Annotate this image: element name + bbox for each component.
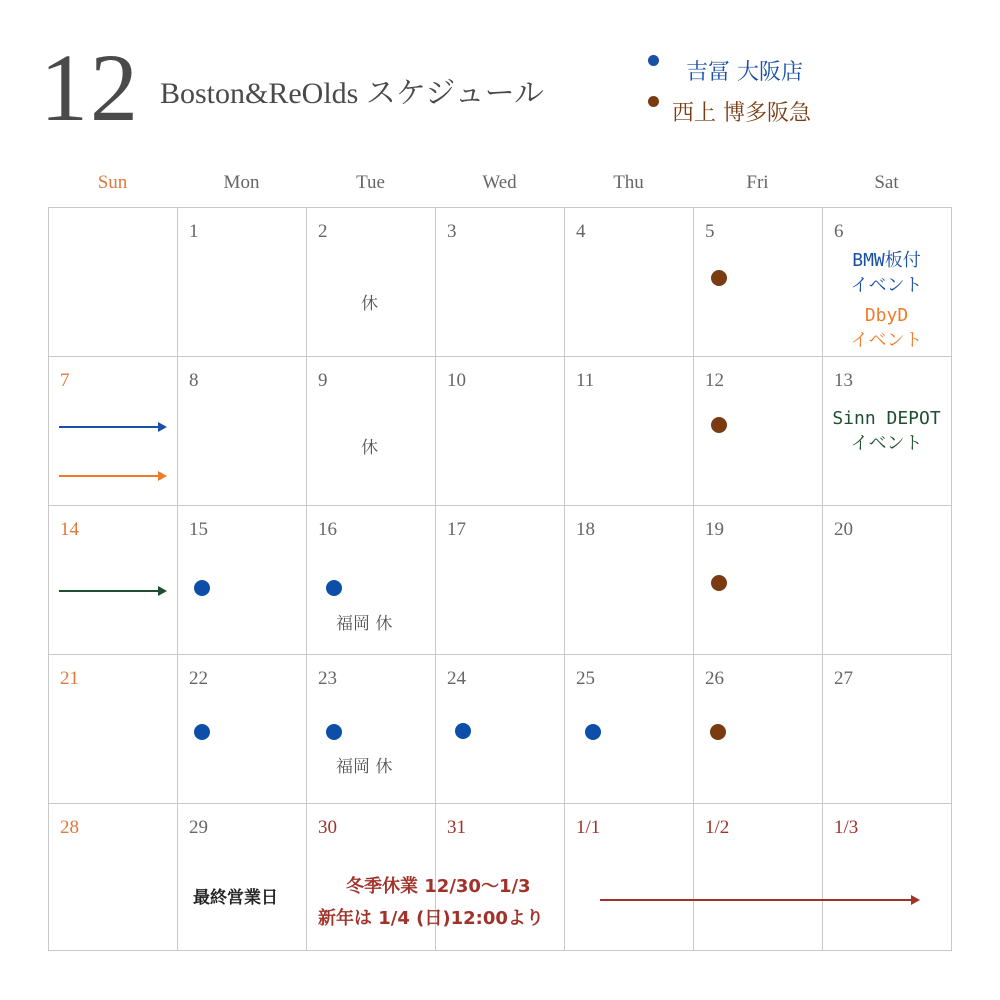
day-number: 10 [447,370,466,391]
day-cell-empty [48,207,177,356]
day-number: 25 [576,668,595,689]
last-business-day-note: 最終営業日 [193,888,278,908]
dbyd-event [822,303,951,353]
day-cell[interactable] [822,803,951,952]
day-cell[interactable] [177,803,306,952]
day-cell[interactable] [306,207,435,356]
new-year-opening-note: 新年は 1/4 (日)12:00より [318,908,544,929]
fukuoka-holiday-note: 福岡 休 [336,757,393,777]
day-number: 11 [576,370,595,391]
weekday-fri: Fri [746,172,769,193]
yoshitomi-dot-icon [194,580,210,596]
weekday-tue: Tue [356,172,385,193]
grid-line [951,207,952,951]
day-number: 21 [60,668,79,689]
event-title: BMW板付 [852,250,921,271]
winter-closure-note: 冬季休業 12/30〜1/3 [346,876,531,897]
weekday-mon: Mon [223,172,260,193]
day-number: 16 [318,519,337,540]
day-number: 18 [576,519,595,540]
day-number: 4 [576,221,586,242]
fukuoka-holiday-note: 福岡 休 [336,614,393,634]
day-cell[interactable] [693,803,822,952]
month-number: 12 [40,34,140,141]
day-cell[interactable] [177,654,306,803]
day-number: 3 [447,221,457,242]
day-number: 24 [447,668,466,689]
day-cell[interactable] [177,505,306,654]
yoshitomi-dot-icon [326,724,342,740]
legend-label: 西上 博多阪急 [672,101,811,126]
day-number: 19 [705,519,724,540]
day-number: 23 [318,668,337,689]
day-cell[interactable] [564,505,693,654]
day-cell[interactable] [822,356,951,505]
day-cell[interactable] [306,505,435,654]
nishigami-dot-icon [710,724,726,740]
day-cell[interactable] [564,654,693,803]
day-cell[interactable] [564,356,693,505]
sinn-event [822,406,951,456]
event-label: イベント [850,330,923,351]
day-number: 31 [447,817,466,838]
yoshitomi-dot-icon [585,724,601,740]
nishigami-dot-icon [711,417,727,433]
day-number: 12 [705,370,724,391]
day-cell[interactable] [693,505,822,654]
day-number: 1/3 [834,817,859,838]
legend-label: 吉冨 大阪店 [686,60,803,85]
day-cell[interactable] [48,505,177,654]
day-cell[interactable] [435,356,564,505]
day-number: 6 [834,221,844,242]
day-number: 9 [318,370,328,391]
event-label: イベント [850,433,923,454]
holiday-note: 休 [361,294,378,314]
winter-closure-arrow-icon [600,899,918,901]
day-cell[interactable] [564,207,693,356]
day-number: 14 [60,519,79,540]
day-cell[interactable] [306,356,435,505]
yoshitomi-dot-icon [455,723,471,739]
day-number: 8 [189,370,199,391]
event-label: イベント [850,275,923,296]
day-cell[interactable] [693,654,822,803]
sinn-event-arrow-icon [59,590,165,592]
blue-dot-icon [648,55,659,66]
day-cell[interactable] [822,654,951,803]
holiday-note: 休 [361,438,378,458]
day-cell[interactable] [822,207,951,356]
schedule-title: Boston&ReOlds スケジュール [160,77,545,110]
day-number: 13 [834,370,853,391]
day-cell[interactable] [48,356,177,505]
day-number: 15 [189,519,208,540]
day-cell[interactable] [435,207,564,356]
weekday-thu: Thu [613,172,644,193]
yoshitomi-dot-icon [326,580,342,596]
bmw-event-arrow-icon [59,426,165,428]
day-number: 1/2 [705,817,730,838]
day-number: 1 [189,221,199,242]
day-number: 28 [60,817,79,838]
day-cell[interactable] [693,207,822,356]
day-number: 22 [189,668,208,689]
day-number: 2 [318,221,328,242]
yoshitomi-dot-icon [194,724,210,740]
nishigami-dot-icon [711,575,727,591]
day-cell[interactable] [564,803,693,952]
event-title: DbyD [864,305,909,326]
day-number: 17 [447,519,466,540]
day-number: 30 [318,817,337,838]
day-number: 29 [189,817,208,838]
day-cell[interactable] [48,803,177,952]
day-cell[interactable] [435,505,564,654]
day-number: 20 [834,519,853,540]
dbyd-event-arrow-icon [59,475,165,477]
day-cell[interactable] [435,654,564,803]
day-number: 27 [834,668,853,689]
legend-nishigami [648,96,811,127]
weekday-sun: Sun [97,172,128,193]
day-cell[interactable] [693,356,822,505]
legend-yoshitomi [648,55,803,86]
day-cell[interactable] [48,654,177,803]
day-cell[interactable] [177,207,306,356]
calendar-grid [48,207,952,951]
bmw-event [822,248,951,298]
day-number: 7 [60,370,70,391]
weekday-wed: Wed [482,172,517,193]
day-cell[interactable] [177,356,306,505]
day-number: 5 [705,221,715,242]
day-cell[interactable] [822,505,951,654]
nishigami-dot-icon [711,270,727,286]
day-number: 26 [705,668,724,689]
day-cell[interactable] [306,654,435,803]
brown-dot-icon [648,96,659,107]
day-number: 1/1 [576,817,601,838]
event-title: Sinn DEPOT [832,408,941,429]
weekday-sat: Sat [874,172,899,193]
